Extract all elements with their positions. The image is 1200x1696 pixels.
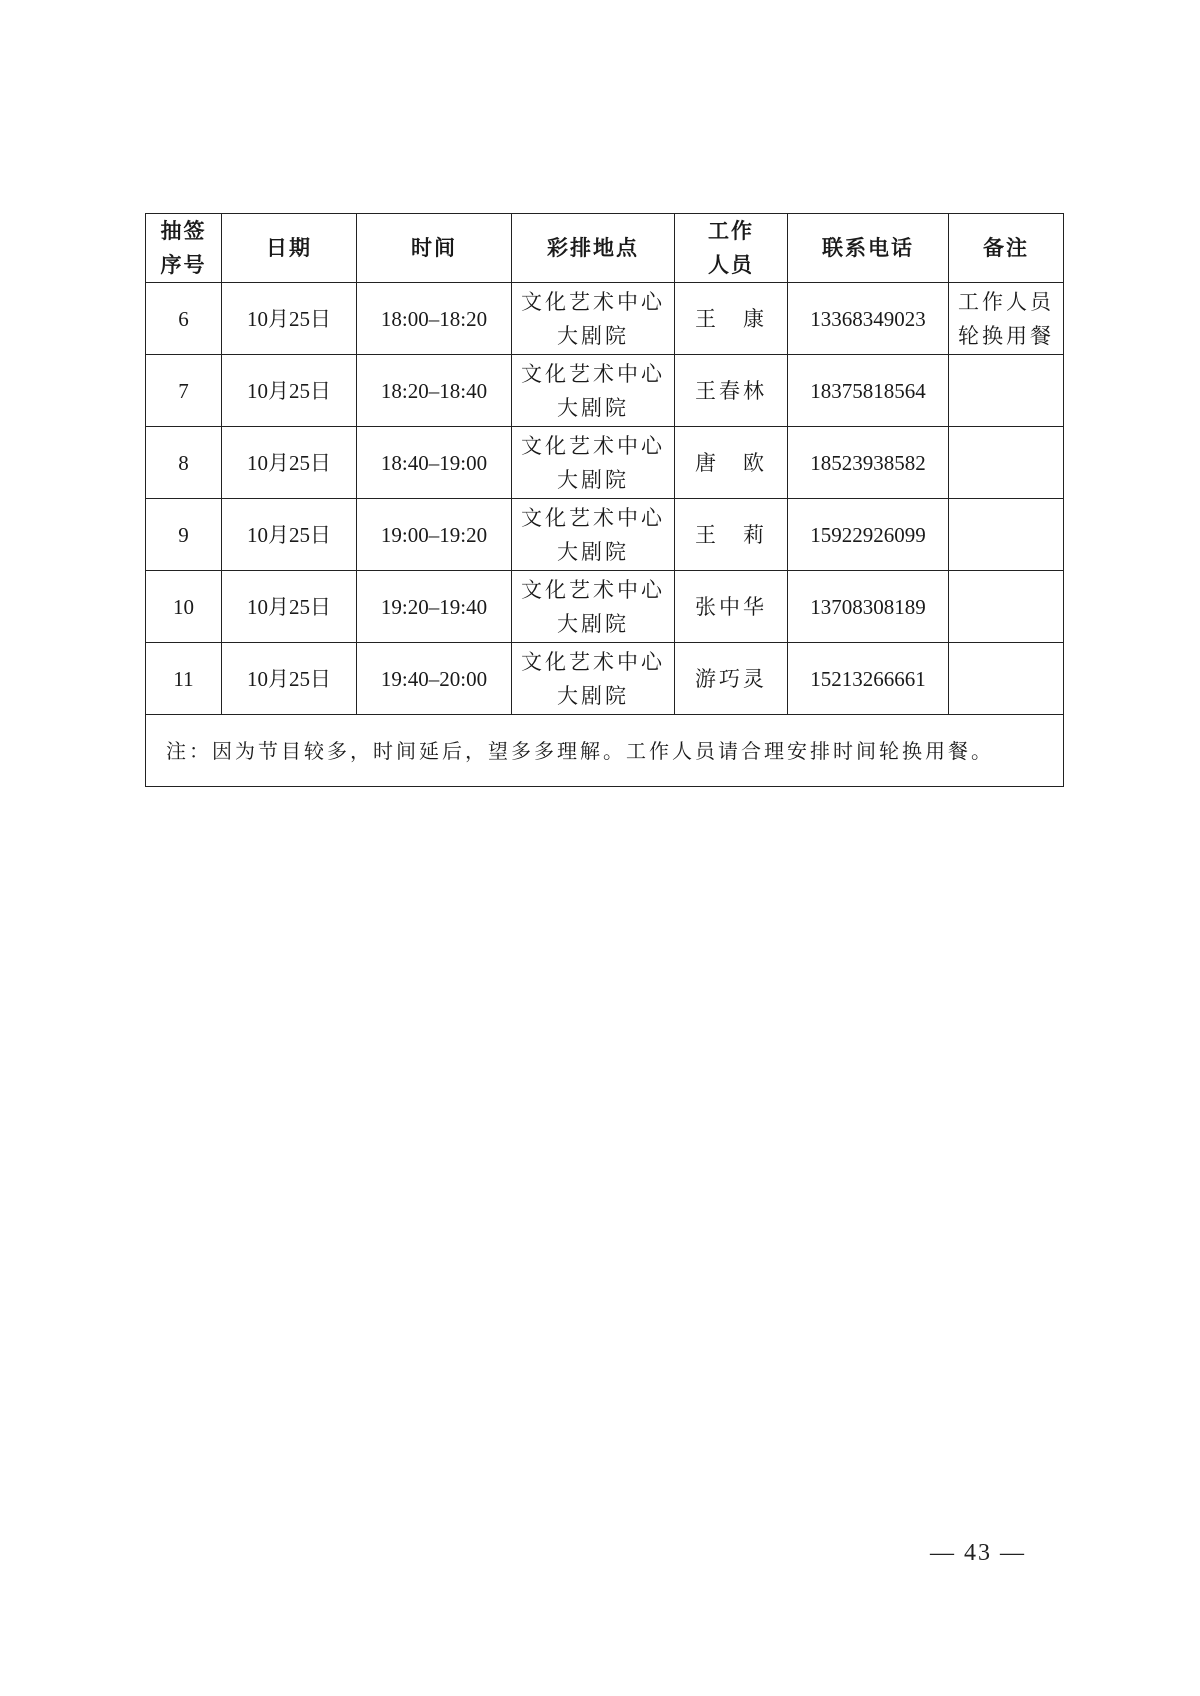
cell-venue: 文化艺术中心 大剧院: [512, 355, 675, 427]
cell-remark: [949, 571, 1064, 643]
cell-number: 10: [146, 571, 222, 643]
cell-date: 10月25日: [222, 643, 357, 715]
cell-number: 11: [146, 643, 222, 715]
cell-staff: 游巧灵: [675, 643, 788, 715]
header-time: 时间: [357, 214, 512, 283]
cell-date: 10月25日: [222, 499, 357, 571]
cell-venue: 文化艺术中心 大剧院: [512, 499, 675, 571]
cell-staff: 王 康: [675, 283, 788, 355]
cell-phone: 18375818564: [788, 355, 949, 427]
cell-staff: 张中华: [675, 571, 788, 643]
cell-phone: 15922926099: [788, 499, 949, 571]
cell-remark: [949, 499, 1064, 571]
header-phone: 联系电话: [788, 214, 949, 283]
cell-remark: [949, 355, 1064, 427]
table-row: [146, 499, 1064, 571]
cell-phone: 13708308189: [788, 571, 949, 643]
cell-date: 10月25日: [222, 283, 357, 355]
cell-venue: 文化艺术中心 大剧院: [512, 283, 675, 355]
cell-date: 10月25日: [222, 355, 357, 427]
cell-time: 18:40–19:00: [357, 427, 512, 499]
cell-remark: [949, 427, 1064, 499]
table-row: [146, 643, 1064, 715]
cell-remark: [949, 643, 1064, 715]
cell-staff: 唐 欧: [675, 427, 788, 499]
cell-venue: 文化艺术中心 大剧院: [512, 571, 675, 643]
cell-time: 18:20–18:40: [357, 355, 512, 427]
note-row: [146, 715, 1064, 787]
cell-number: 9: [146, 499, 222, 571]
cell-remark: 工作人员 轮换用餐: [949, 283, 1064, 355]
cell-date: 10月25日: [222, 427, 357, 499]
cell-phone: 18523938582: [788, 427, 949, 499]
cell-number: 7: [146, 355, 222, 427]
header-row: [146, 214, 1064, 283]
schedule-table: [145, 213, 1064, 787]
header-staff: 工作 人员: [675, 214, 788, 283]
header-venue: 彩排地点: [512, 214, 675, 283]
cell-time: 19:20–19:40: [357, 571, 512, 643]
cell-time: 18:00–18:20: [357, 283, 512, 355]
cell-number: 6: [146, 283, 222, 355]
header-date: 日期: [222, 214, 357, 283]
cell-number: 8: [146, 427, 222, 499]
table-row: [146, 427, 1064, 499]
cell-staff: 王 莉: [675, 499, 788, 571]
cell-staff: 王春林: [675, 355, 788, 427]
cell-venue: 文化艺术中心 大剧院: [512, 643, 675, 715]
cell-date: 10月25日: [222, 571, 357, 643]
cell-time: 19:40–20:00: [357, 643, 512, 715]
page-number: — 43 —: [930, 1540, 1026, 1566]
header-draw-number: 抽签 序号: [146, 214, 222, 283]
cell-venue: 文化艺术中心 大剧院: [512, 427, 675, 499]
table-note: 注：因为节目较多，时间延后，望多多理解。工作人员请合理安排时间轮换用餐。: [146, 715, 1064, 787]
table-row: [146, 283, 1064, 355]
table-row: [146, 355, 1064, 427]
header-remark: 备注: [949, 214, 1064, 283]
cell-phone: 15213266661: [788, 643, 949, 715]
table-row: [146, 571, 1064, 643]
cell-phone: 13368349023: [788, 283, 949, 355]
cell-time: 19:00–19:20: [357, 499, 512, 571]
